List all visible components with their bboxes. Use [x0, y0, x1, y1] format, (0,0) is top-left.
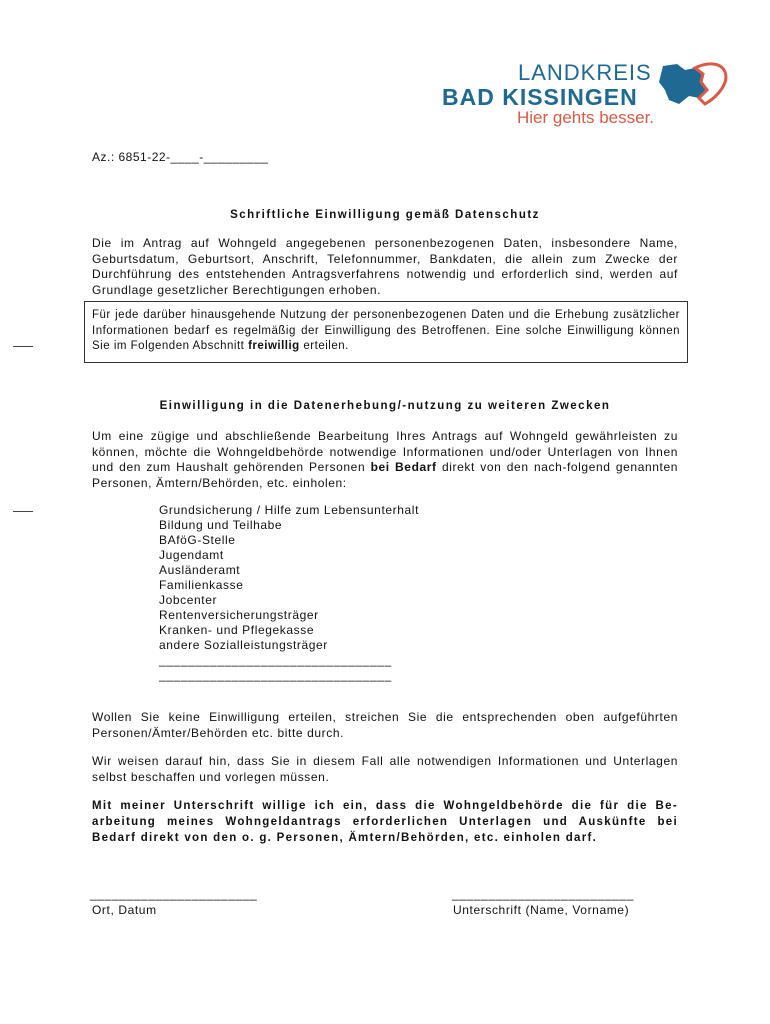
purpose-bold: bei Bedarf	[370, 460, 437, 474]
heading-datenschutz: Schriftliche Einwilligung gemäß Datenschutz	[230, 209, 540, 221]
signature-label: Unterschrift (Name, Vorname)	[453, 903, 630, 917]
blank-fill-line[interactable]: ________________________________	[159, 668, 392, 682]
signature-line[interactable]: _________________________	[452, 887, 634, 901]
purpose-paragraph	[92, 429, 678, 491]
place-date-line[interactable]: _______________________	[90, 887, 258, 901]
logo-line1: LANDKREIS	[518, 60, 652, 85]
list-item[interactable]: Rentenversicherungsträger	[159, 608, 319, 622]
self-provide-notice: Wir weisen darauf hin, dass Sie in diesem Fall alle notwendigen Informationen und Unterlagen selbst beschaffen und vorlegen müssen.	[92, 754, 678, 784]
consent-notice-text	[92, 308, 680, 355]
logo-line2: BAD KISSINGEN	[442, 84, 638, 110]
notice-text-end: erteilen.	[299, 340, 349, 352]
heading-einwilligung: Einwilligung in die Datenerhebung/-nutzung zu weiteren Zwecken	[159, 400, 611, 412]
punch-mark	[13, 511, 33, 512]
purpose-text-start: Um eine zügige und abschließende Bearbeitung Ihres Antrags auf Wohngeld gewährleisten zu können, möchte die Wohngeldbehörde notwendige Informationen und/oder Unterlagen von Ihnen und den zum Haushalt gehörenden Personen	[92, 429, 678, 474]
reference-number: Az.: 6851-22-____-_________	[92, 150, 269, 164]
list-item[interactable]: BAföG-Stelle	[159, 533, 236, 547]
logo-slogan: Hier gehts besser.	[517, 108, 655, 127]
intro-paragraph: Die im Antrag auf Wohngeld angegebenen personenbezogenen Daten, insbesondere Name, Geburtsdatum, Geburtsort, Anschrift, Telefonnummer, Bankdaten, die allein zum Zwecke der Durchführung des entstehenden Antragsverfahrens notwendig und erforderlich sind, werden auf Grundlage gesetzlicher Berechtigungen erhoben.	[92, 236, 678, 297]
consent-notice-box	[84, 301, 688, 363]
strike-instruction: Wollen Sie keine Einwilligung erteilen, streichen Sie die entsprechenden oben aufgeführten Personen/Ämter/Behörden etc. bitte durch.	[92, 710, 678, 740]
notice-bold-word: freiwillig	[248, 340, 300, 352]
list-item[interactable]: Bildung und Teilhabe	[159, 518, 283, 532]
list-item[interactable]: Familienkasse	[159, 578, 244, 592]
purpose-text-end: direkt von den nach-folgend genannten Personen, Ämtern/Behörden, etc. einholen:	[92, 460, 678, 490]
authority-list	[159, 503, 419, 683]
district-map-icon	[655, 60, 730, 110]
list-item[interactable]: Jugendamt	[159, 548, 224, 562]
fold-mark	[13, 346, 33, 347]
place-date-label: Ort, Datum	[92, 903, 157, 917]
notice-text-start: Für jede darüber hinausgehende Nutzung der personenbezogenen Daten und die Erhebung zusätzlicher Informationen bedarf es regelmäßig der Einwilligung des Betroffenen. Eine solche Einwilligung können Sie im Folgenden Abschnitt	[92, 309, 680, 352]
list-item[interactable]: Grundsicherung / Hilfe zum Lebensunterhalt	[159, 503, 419, 517]
consent-statement: Mit meiner Unterschrift willige ich ein, dass die Wohngeldbehörde die für die Be-arbeitung meines Wohngeldantrags erforderlichen Unterlagen und Auskünfte bei Bedarf direkt von den o. g. Personen, Ämtern/Behörden, etc. einholen darf.	[92, 800, 678, 844]
list-item[interactable]: Jobcenter	[159, 593, 218, 607]
list-item[interactable]: Kranken- und Pflegekasse	[159, 623, 315, 637]
blank-fill-line[interactable]: ________________________________	[159, 653, 392, 667]
list-item[interactable]: andere Sozialleistungsträger	[159, 638, 328, 652]
list-item[interactable]: Ausländeramt	[159, 563, 241, 577]
